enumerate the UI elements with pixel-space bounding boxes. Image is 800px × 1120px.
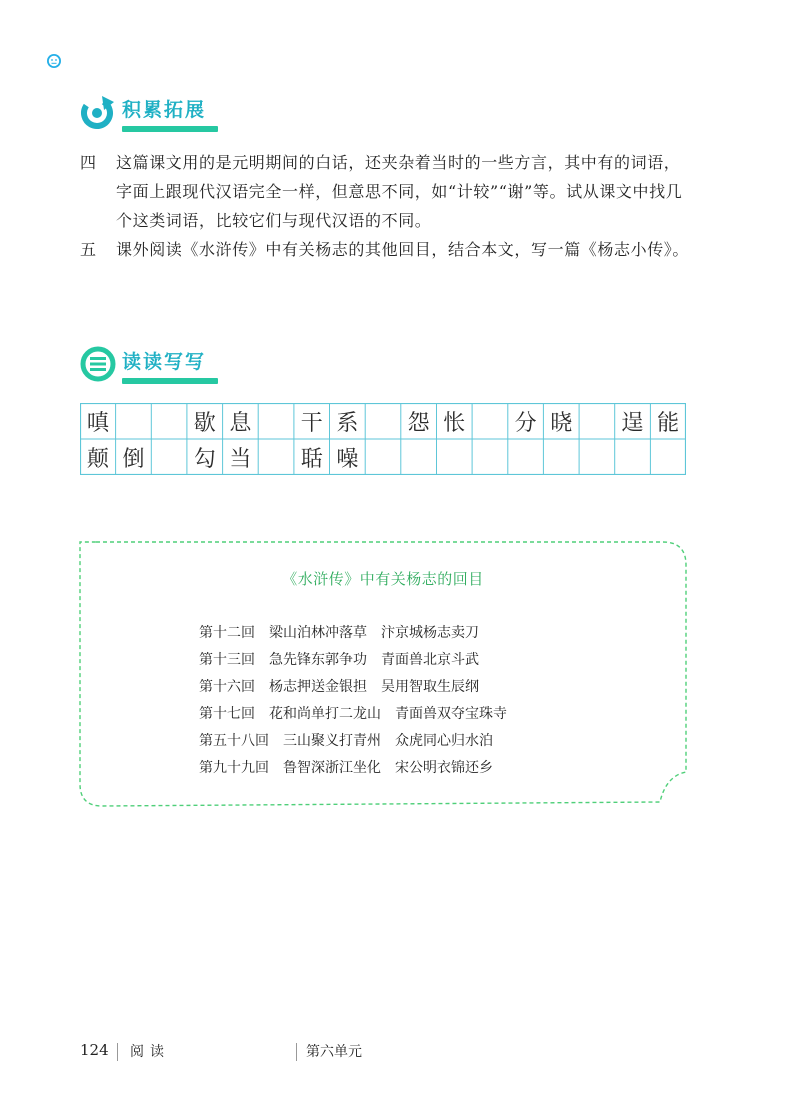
chapter-num: 第五十八回	[199, 733, 269, 749]
grid-cell: 歇	[193, 410, 216, 436]
question-number: 五	[80, 240, 97, 259]
chapter-num: 第十三回	[199, 652, 255, 668]
page-number: 124	[80, 1041, 109, 1059]
grid-cell: 干	[300, 410, 323, 436]
grid-cell: 晓	[550, 410, 573, 436]
chapter-part1: 急先锋东郭争功	[269, 652, 367, 668]
grid-cell: 勾	[193, 446, 216, 472]
section-title: 积累拓展	[122, 99, 207, 121]
grid-cell	[579, 403, 615, 439]
chapter-num: 第十七回	[199, 706, 255, 722]
chapter-item	[199, 647, 507, 674]
chapter-part1: 三山聚义打青州	[283, 733, 381, 749]
question-list	[80, 148, 692, 264]
grid-cell: 当	[229, 446, 252, 472]
section-title: 读读写写	[122, 351, 207, 373]
chapter-list	[199, 620, 507, 782]
chapter-item	[199, 620, 507, 647]
grid-cell: 聒	[300, 446, 323, 472]
grid-cell	[650, 439, 686, 475]
grid-cell	[436, 439, 472, 475]
chapter-num: 第九十九回	[199, 760, 269, 776]
grid-cell	[615, 439, 651, 475]
chapter-num: 第十二回	[199, 625, 255, 641]
section-header-read-write	[80, 346, 218, 384]
chapter-item	[199, 728, 507, 755]
grid-cell	[579, 439, 615, 475]
grid-cell	[543, 439, 579, 475]
grid-cell	[508, 439, 544, 475]
grid-cell	[401, 439, 437, 475]
footer-divider	[296, 1043, 297, 1061]
smiley-face-icon	[46, 53, 62, 69]
question-item	[80, 235, 692, 264]
grid-cell: 能	[657, 410, 680, 436]
question-item	[80, 148, 692, 235]
chapter-part2: 青面兽北京斗武	[381, 652, 479, 668]
chapter-part2: 吴用智取生辰纲	[381, 679, 479, 695]
grid-cell	[151, 439, 187, 475]
grid-cell	[116, 403, 152, 439]
chapter-part1: 花和尚单打二龙山	[269, 706, 381, 722]
chapter-part2: 青面兽双夺宝珠寺	[395, 706, 507, 722]
list-lines-icon	[80, 346, 116, 382]
grid-cell: 嗔	[86, 410, 109, 436]
chapter-part1: 梁山泊林冲落草	[269, 625, 367, 641]
grid-cell: 颠	[86, 446, 109, 472]
chapter-part2: 众虎同心归水泊	[395, 733, 493, 749]
grid-cell	[472, 439, 508, 475]
grid-cell: 分	[514, 410, 537, 436]
grid-cell	[151, 403, 187, 439]
question-number: 四	[80, 153, 97, 172]
grid-cell: 逞	[621, 410, 644, 436]
footer-unit: 第六单元	[306, 1044, 362, 1060]
grid-cell	[258, 403, 294, 439]
character-grid	[80, 403, 686, 475]
grid-cell	[258, 439, 294, 475]
chapter-part1: 杨志押送金银担	[269, 679, 367, 695]
grid-cell: 怅	[443, 410, 466, 436]
refresh-arrow-icon	[80, 94, 116, 130]
chapter-item	[199, 701, 507, 728]
chapter-item	[199, 755, 507, 782]
box-title: 《水浒传》中有关杨志的回目	[282, 570, 484, 588]
grid-cell: 息	[229, 410, 252, 436]
page-footer	[80, 1041, 720, 1065]
title-underline	[122, 126, 218, 132]
grid-cell: 倒	[122, 446, 145, 472]
chapter-item	[199, 674, 507, 701]
grid-cell: 噪	[336, 446, 359, 472]
footer-divider	[117, 1043, 118, 1061]
grid-cell	[365, 439, 401, 475]
grid-cell: 系	[336, 410, 359, 436]
grid-cell	[365, 403, 401, 439]
question-text: 这篇课文用的是元明期间的白话，还夹杂着当时的一些方言，其中有的词语，字面上跟现代汉语完全一样，但意思不同，如“计较”“谢”等。试从课文中找几个这类词语，比较它们与现代汉语的不同。	[116, 153, 683, 230]
title-underline	[122, 378, 218, 384]
chapter-info-box	[78, 540, 688, 808]
chapter-num: 第十六回	[199, 679, 255, 695]
question-text: 课外阅读《水浒传》中有关杨志的其他回目，结合本文，写一篇《杨志小传》。	[116, 240, 690, 259]
chapter-part1: 鲁智深浙江坐化	[283, 760, 381, 776]
footer-label: 阅读	[130, 1044, 170, 1060]
chapter-part2: 汴京城杨志卖刀	[381, 625, 479, 641]
chapter-part2: 宋公明衣锦还乡	[395, 760, 493, 776]
section-header-accumulate	[80, 94, 218, 132]
grid-cell: 怨	[407, 410, 430, 436]
grid-cell	[472, 403, 508, 439]
